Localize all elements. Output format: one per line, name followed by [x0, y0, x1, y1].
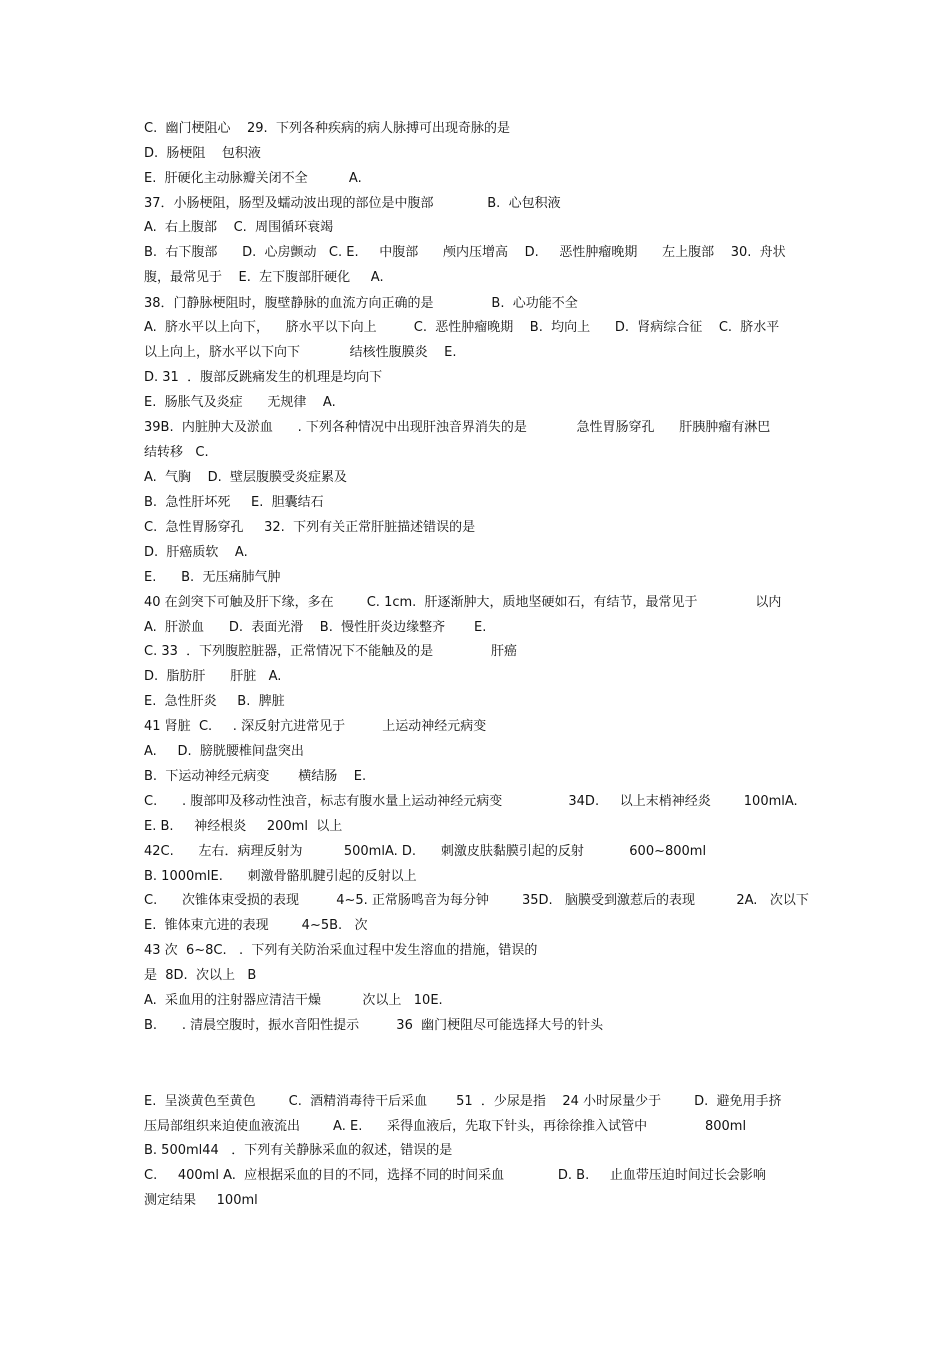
text-line: D. 31 ．腹部反跳痛发生的机理是均向下 — [144, 370, 383, 385]
text-line: C. 次锥体束受损的表现 4~5. 正常肠鸣音为每分钟 35D. 脑膜受到激惹后的表现 2A. 次以下 — [144, 893, 809, 908]
text-line: 41 肾脏 C. . 深反射亢进常见于 上运动神经元病变 — [144, 719, 487, 734]
text-line: C. 急性胃肠穿孔 32. 下列有关正常肝脏描述错误的是 — [144, 520, 476, 535]
text-line: E. B. 无压痛肺气肿 — [144, 570, 281, 585]
text-line: E. 呈淡黄色至黄色 C. 酒精消毒待干后采血 51 ．少尿是指 24 小时尿量少于 D. 避免用手挤 — [144, 1094, 782, 1109]
text-line: B. . 清晨空腹时，振水音阳性提示 36 幽门梗阻尽可能选择大号的针头 — [144, 1018, 604, 1033]
text-line: E. 锥体束亢进的表现 4~5B. 次 — [144, 918, 368, 933]
text-line: 压局部组织来迫使血液流出 A. E. 采得血液后，先取下针头，再徐徐推入试管中 800ml — [144, 1119, 747, 1134]
text-line: 39B. 内脏肿大及淤血 . 下列各种情况中出现肝浊音界消失的是 急性胃肠穿孔 肝胰肿瘤有淋巴 — [144, 420, 771, 435]
text-line: C. 幽门梗阻心 29. 下列各种疾病的病人脉搏可出现奇脉的是 — [144, 121, 510, 136]
text-line: E. 肝硬化主动脉瓣关闭不全 A. — [144, 171, 362, 186]
text-line: E. B. 神经根炎 200ml 以上 — [144, 819, 343, 834]
text-line: C. 33 ．下列腹腔脏器，正常情况下不能触及的是 肝癌 — [144, 644, 518, 659]
text-line: A. 采血用的注射器应清洁干燥 次以上 10E. — [144, 993, 443, 1008]
text-line: B. 500ml44 ．下列有关静脉采血的叙述，错误的是 — [144, 1143, 453, 1158]
text-line: 37．小肠梗阻，肠型及蠕动波出现的部位是中腹部 B. 心包积液 — [144, 196, 561, 211]
text-line: B. 右下腹部 D. 心房颤动 C. E. 中腹部 颅内压增高 D. 恶性肿瘤晚期 左上腹部 30. 舟状 — [144, 245, 786, 260]
text-line: 是 8D. 次以上 B — [144, 968, 257, 983]
text-line: 38．门静脉梗阻时，腹壁静脉的血流方向正确的是 B. 心功能不全 — [144, 296, 578, 311]
text-line: A. 脐水平以上向下， 脐水平以下向上 C. 恶性肿瘤晚期 B. 均向上 D. 肾病综合征 C. 脐水平 — [144, 320, 780, 335]
text-line: A. 气胸 D. 壁层腹膜受炎症累及 — [144, 470, 347, 485]
text-line: E. 肠胀气及炎症 无规律 A. — [144, 395, 336, 410]
text-line: E. 急性肝炎 B. 脾脏 — [144, 694, 285, 709]
text-line: 43 次 6~8C. . 下列有关防治采血过程中发生溶血的措施，错误的 — [144, 943, 538, 958]
text-line: D. 脂肪肝 肝脏 A. — [144, 669, 282, 684]
text-line: 腹，最常见于 E. 左下腹部肝硬化 A. — [144, 270, 384, 285]
text-line: D. 肠梗阻 包积液 — [144, 146, 261, 161]
text-line: B. 急性肝坏死 E. 胆囊结石 — [144, 495, 324, 510]
text-line: A. 右上腹部 C. 周围循环衰竭 — [144, 220, 334, 235]
text-line: D. 肝癌质软 A. — [144, 545, 248, 560]
text-line: A. 肝淤血 D. 表面光滑 B. 慢性肝炎边缘整齐 E. — [144, 620, 487, 635]
text-line: B. 1000mlE. 刺激骨骼肌腱引起的反射以上 — [144, 869, 417, 884]
text-line: 以上向上，脐水平以下向下 结核性腹膜炎 E. — [144, 345, 457, 360]
text-line: A. D. 膀胱腰椎间盘突出 — [144, 744, 304, 759]
text-line: 40 在剑突下可触及肝下缘，多在 C. 1cm. 肝逐渐肿大，质地坚硬如石，有结节，最常见于 以内 — [144, 595, 782, 610]
text-line: 42C. 左右．病理反射为 500mlA. D. 刺激皮肤黏膜引起的反射 600~800ml — [144, 844, 707, 859]
text-line: C. . 腹部叩及移动性浊音，标志有腹水量上运动神经元病变 34D. 以上末梢神经炎 100mlA. — [144, 794, 798, 809]
text-line: B. 下运动神经元病变 横结肠 E. — [144, 769, 367, 784]
text-line: 结转移 C. — [144, 445, 209, 460]
text-line: 测定结果 100ml — [144, 1193, 258, 1208]
text-line: C. 400ml A. 应根据采血的目的不同，选择不同的时间采血 D. B. 止血带压迫时间过长会影响 — [144, 1168, 766, 1183]
